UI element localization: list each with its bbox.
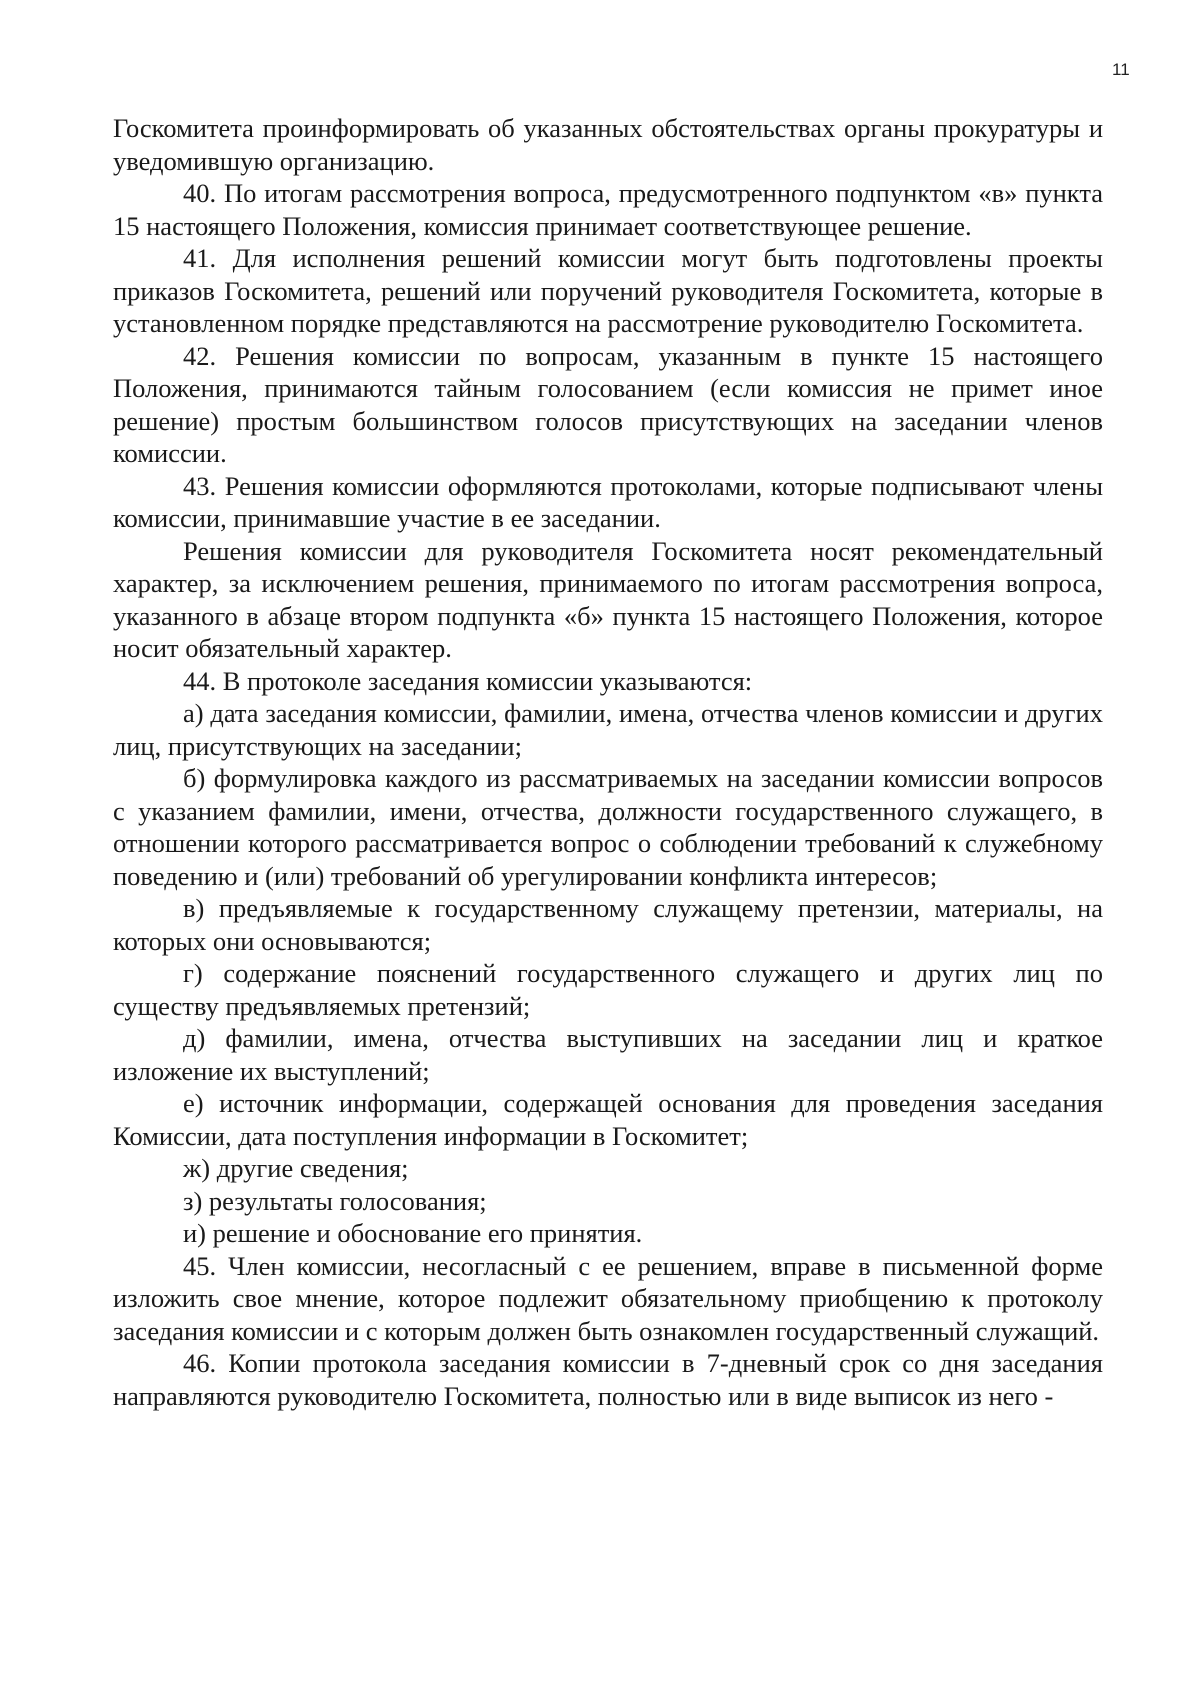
list-item-e: е) источник информации, содержащей основания для проведения заседания Комиссии, дата поступления информации в Госкомитет; — [113, 1088, 1103, 1151]
paragraph-43: 43. Решения комиссии оформляются протоколами, которые подписывают члены комиссии, принимавшие участие в ее заседании. — [113, 470, 1103, 533]
document-body — [113, 112, 1103, 1412]
paragraph-40: 40. По итогам рассмотрения вопроса, предусмотренного подпунктом «в» пункта 15 настоящего Положения, комиссия принимает соответствующее решение. — [113, 178, 1103, 241]
list-item-g: г) содержание пояснений государственного служащего и других лиц по существу предъявляемых претензий; — [113, 958, 1103, 1021]
paragraph-45: 45. Член комиссии, несогласный с ее решением, вправе в письменной форме изложить свое мнение, которое подлежит обязательному приобщению к протоколу заседания комиссии и с которым должен быть ознакомлен государственный служащий. — [113, 1250, 1103, 1346]
list-item-i: и) решение и обоснование его принятия. — [183, 1218, 643, 1248]
paragraph-continuation: Госкомитета проинформировать об указанных обстоятельствах органы прокуратуры и уведомившую организацию. — [113, 113, 1103, 176]
list-item-d: д) фамилии, имена, отчества выступивших на заседании лиц и краткое изложение их выступлений; — [113, 1023, 1103, 1086]
list-item-a: а) дата заседания комиссии, фамилии, имена, отчества членов комиссии и других лиц, присутствующих на заседании; — [113, 698, 1103, 761]
list-item-b: б) формулировка каждого из рассматриваемых на заседании комиссии вопросов с указанием фамилии, имени, отчества, должности государственного служащего, в отношении которого рассматривается вопрос о соблюдении требований к служебному поведению и (или) требований об урегулировании конфликта интересов; — [113, 763, 1103, 891]
paragraph-44: 44. В протоколе заседания комиссии указываются: — [183, 665, 753, 696]
page-number: 11 — [1112, 60, 1130, 79]
paragraph-41: 41. Для исполнения решений комиссии могут быть подготовлены проекты приказов Госкомитета, решений или поручений руководителя Госкомитета, которые в установленном порядке представляются на рассмотрение руководителю Госкомитета. — [113, 243, 1103, 338]
list-item-zh: ж) другие сведения; — [183, 1153, 409, 1183]
paragraph-42: 42. Решения комиссии по вопросам, указанным в пункте 15 настоящего Положения, принимаются тайным голосованием (если комиссия не примет иное решение) простым большинством голосов присутствующих на заседании членов комиссии. — [113, 340, 1103, 468]
list-item-z: з) результаты голосования; — [183, 1185, 487, 1216]
paragraph-46: 46. Копии протокола заседания комиссии в 7-дневный срок со дня заседания направляются руководителю Госкомитета, полностью или в виде выписок из него - — [113, 1348, 1103, 1411]
paragraph-43-second: Решения комиссии для руководителя Госкомитета носят рекомендательный характер, за исключением решения, принимаемого по итогам рассмотрения вопроса, указанного в абзаце втором подпункта «б» пункта 15 настоящего Положения, которое носит обязательный характер. — [113, 535, 1103, 663]
list-item-v: в) предъявляемые к государственному служащему претензии, материалы, на которых они основываются; — [113, 893, 1103, 956]
